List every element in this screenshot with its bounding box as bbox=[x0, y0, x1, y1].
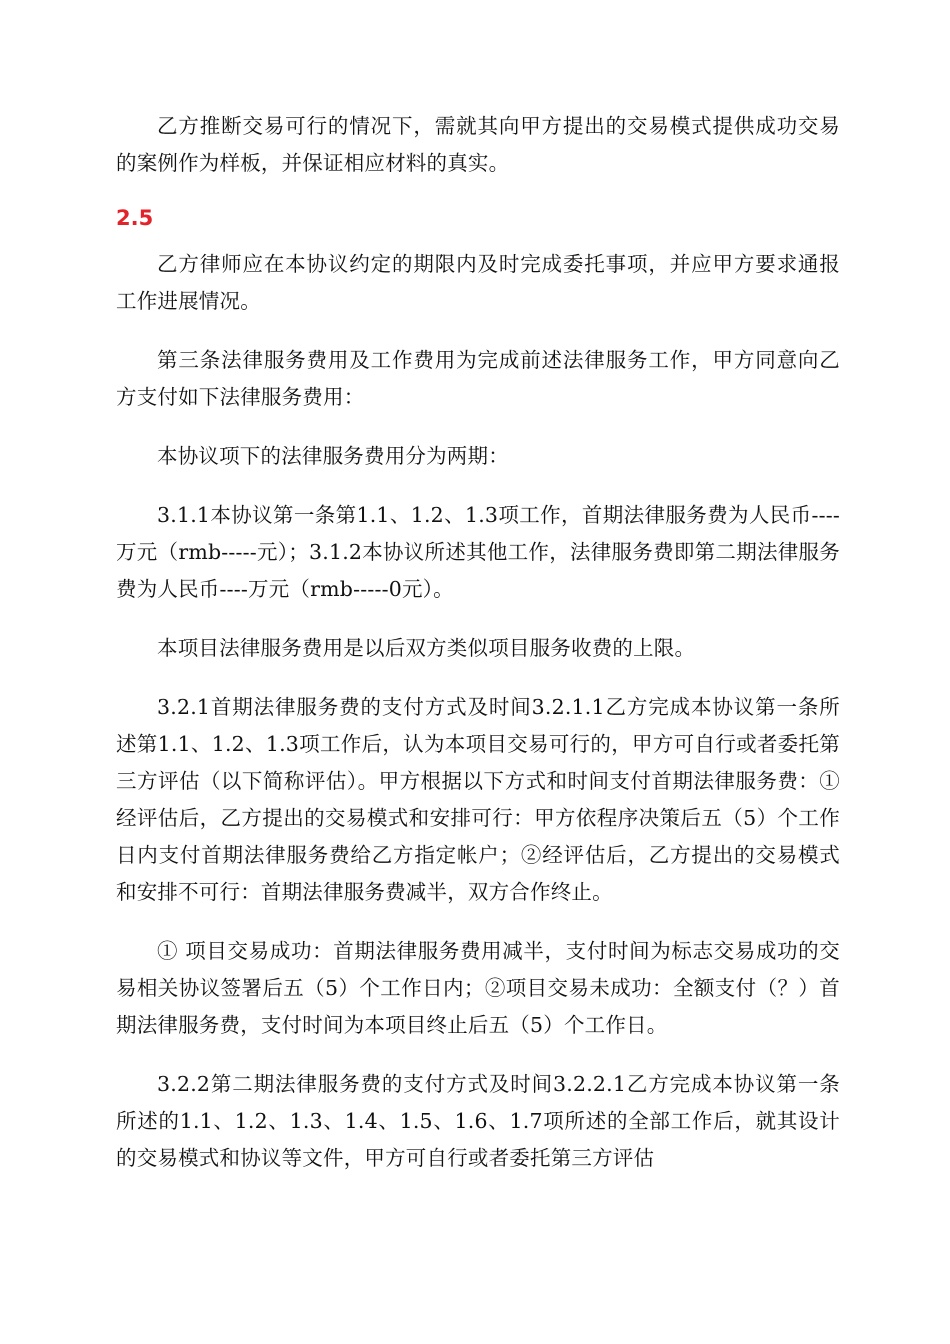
paragraph-7: ① 项目交易成功：首期法律服务费用减半，支付时间为标志交易成功的交易相关协议签署后五（5）个工作日内；②项目交易未成功：全额支付（？）首期法律服务费，支付时间为本项目终止后五（5）个工作日。 bbox=[116, 939, 840, 1037]
paragraph-1: 乙方律师应在本协议约定的期限内及时完成委托事项，并应甲方要求通报工作进展情况。 bbox=[116, 252, 840, 313]
paragraph-5: 本项目法律服务费用是以后双方类似项目服务收费的上限。 bbox=[157, 636, 696, 660]
paragraph-2: 第三条法律服务费用及工作费用为完成前述法律服务工作，甲方同意向乙方支付如下法律服务费用： bbox=[116, 348, 840, 409]
section-heading: 2.5 bbox=[116, 206, 154, 230]
paragraph-6: 3.2.1首期法律服务费的支付方式及时间3.2.1.1乙方完成本协议第一条所述第1.1、1.2、1.3项工作后，认为本项目交易可行的，甲方可自行或者委托第三方评估（以下简称评估）。甲方根据以下方式和时间支付首期法律服务费：①经评估后，乙方提出的交易模式和安排可行：甲方依程序决策后五（5）个工作日内支付首期法律服务费给乙方指定帐户；②经评估后，乙方提出的交易模式和安排不可行：首期法律服务费减半，双方合作终止。 bbox=[116, 695, 840, 904]
paragraph-4: 3.1.1本协议第一条第1.1、1.2、1.3项工作，首期法律服务费为人民币----万元（rmb-----元）；3.1.2本协议所述其他工作，法律服务费即第二期法律服务费为人民币----万元（rmb-----0元）。 bbox=[116, 503, 840, 601]
paragraph-intro: 乙方推断交易可行的情况下，需就其向甲方提出的交易模式提供成功交易的案例作为样板，并保证相应材料的真实。 bbox=[116, 114, 840, 175]
paragraph-3: 本协议项下的法律服务费用分为两期： bbox=[157, 444, 509, 468]
paragraph-8: 3.2.2第二期法律服务费的支付方式及时间3.2.2.1乙方完成本协议第一条所述的1.1、1.2、1.3、1.4、1.5、1.6、1.7项所述的全部工作后，就其设计的交易模式和协议等文件，甲方可自行或者委托第三方评估 bbox=[116, 1072, 840, 1170]
